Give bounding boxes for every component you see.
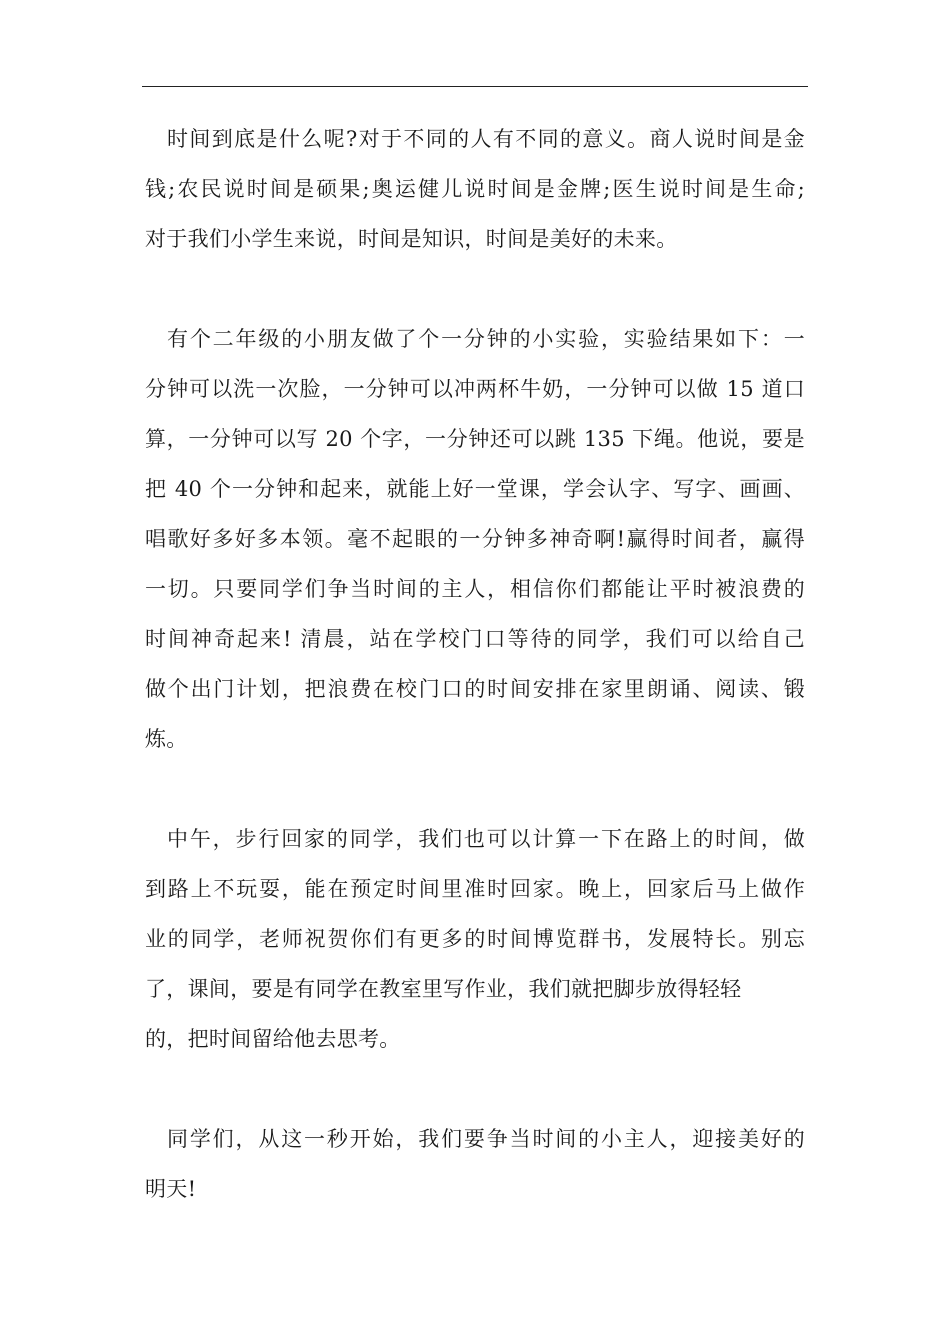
text-line: 分钟可以洗一次脸，一分钟可以冲两杯牛奶，一分钟可以做 15 道口 [145,377,805,401]
text-line: 算，一分钟可以写 20 个字，一分钟还可以跳 135 下绳。他说，要是 [145,427,805,451]
paragraph-gap [145,764,805,814]
text-line: 对于我们小学生来说，时间是知识，时间是美好的未来。 [145,227,678,251]
paragraph-1 [145,114,805,264]
text-line: 唱歌好多好多本领。毫不起眼的一分钟多神奇啊!赢得时间者，赢得 [145,527,805,551]
paragraph-2 [145,314,805,764]
text-line: 业的同学，老师祝贺你们有更多的时间博览群书，发展特长。别忘 [145,927,805,951]
text-line: 同学们，从这一秒开始，我们要争当时间的小主人，迎接美好的 [167,1127,805,1151]
paragraph-gap [145,1064,805,1114]
text-line: 一切。只要同学们争当时间的主人，相信你们都能让平时被浪费的 [145,577,805,601]
text-line: 的，把时间留给他去思考。 [145,1027,401,1051]
paragraph-4 [145,1114,805,1214]
text-line: 了，课间，要是有同学在教室里写作业，我们就把脚步放得轻轻 [145,977,742,1001]
paragraph-gap [145,264,805,314]
text-line: 把 40 个一分钟和起来，就能上好一堂课，学会认字、写字、画画、 [145,477,805,501]
text-line: 钱;农民说时间是硕果;奥运健儿说时间是金牌;医生说时间是生命; [145,177,805,201]
text-line: 炼。 [145,727,188,751]
text-line: 做个出门计划，把浪费在校门口的时间安排在家里朗诵、阅读、锻 [145,677,805,701]
text-line: 明天! [145,1177,197,1201]
text-line: 时间神奇起来! 清晨，站在学校门口等待的同学，我们可以给自己 [145,627,805,651]
text-line: 有个二年级的小朋友做了个一分钟的小实验，实验结果如下：一 [167,327,805,351]
header-rule [142,86,808,87]
text-line: 中午，步行回家的同学，我们也可以计算一下在路上的时间，做 [167,827,805,851]
text-line: 到路上不玩耍，能在预定时间里准时回家。晚上，回家后马上做作 [145,877,805,901]
paragraph-3 [145,814,805,1064]
document-body [145,114,805,1214]
text-line: 时间到底是什么呢?对于不同的人有不同的意义。商人说时间是金 [167,127,805,151]
